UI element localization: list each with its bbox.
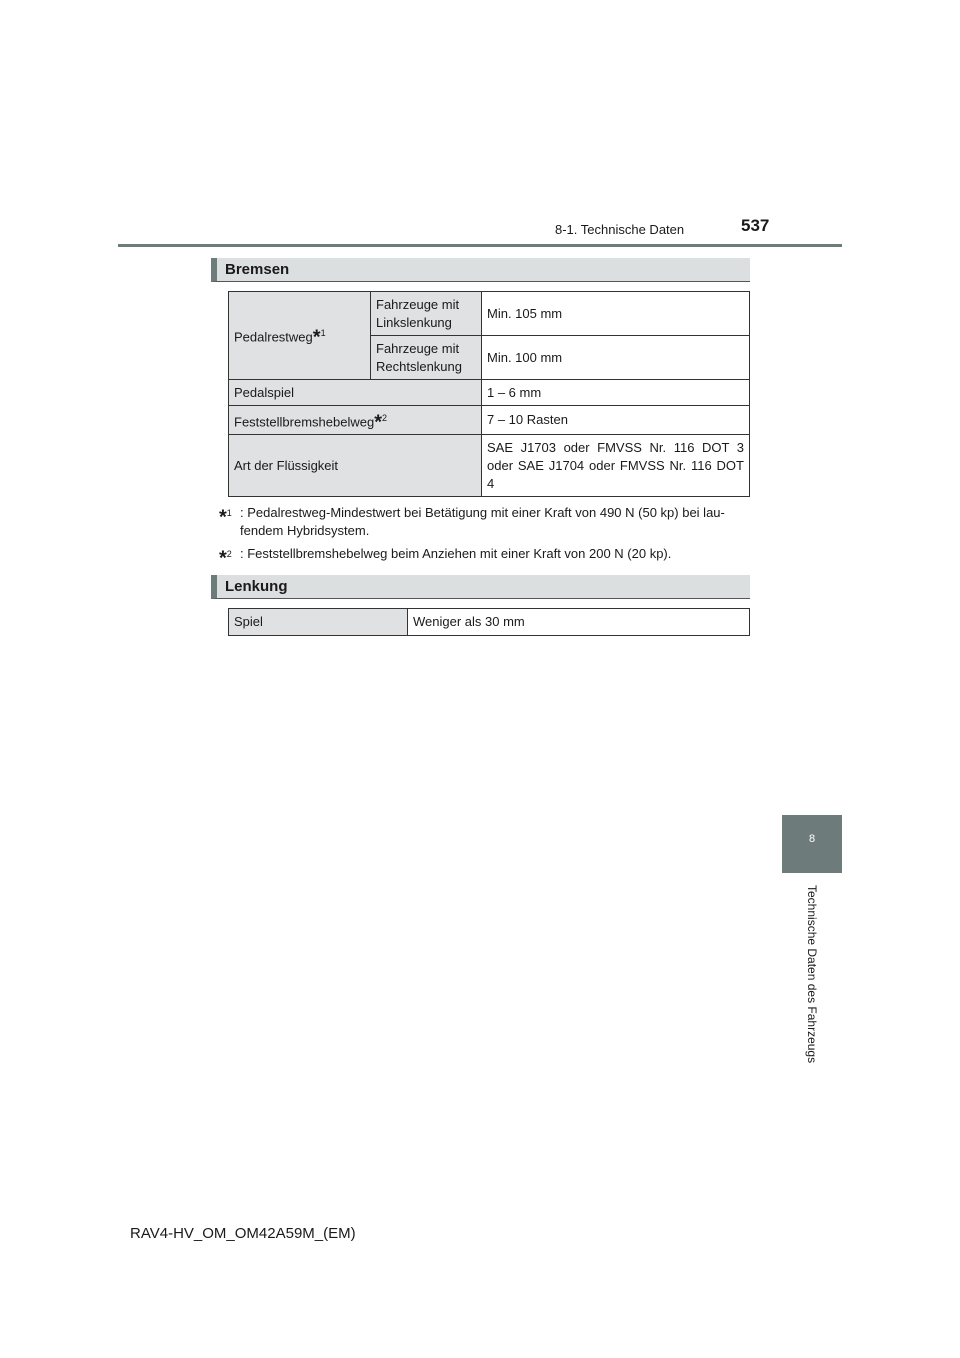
- play-value: 1 – 6 mm: [482, 380, 750, 406]
- chapter-number: 8: [808, 833, 816, 845]
- play-label: Pedalspiel: [229, 380, 482, 406]
- steering-play-value: Weniger als 30 mm: [408, 609, 750, 636]
- steering-play-label: Spiel: [229, 609, 408, 636]
- document-code: RAV4-HV_OM_OM42A59M_(EM): [130, 1225, 356, 1242]
- brakes-heading: [211, 258, 750, 282]
- chapter-tab: [782, 815, 842, 873]
- parking-value: 7 – 10 Rasten: [482, 406, 750, 435]
- lhd-label: Fahrzeuge mit Linkslenkung: [371, 292, 482, 336]
- rhd-label: Fahrzeuge mit Rechtslenkung: [371, 336, 482, 380]
- steering-title: Lenkung: [225, 578, 288, 595]
- steering-heading: [211, 575, 750, 599]
- brakes-table: [228, 291, 750, 497]
- fluid-label: Art der Flüssigkeit: [229, 435, 482, 497]
- brakes-title: Bremsen: [225, 261, 290, 278]
- footnote-2: *$^2$ : Feststellbremshebelweg beim Anziehen mit einer Kraft von 200 N (20 kp).: [219, 546, 672, 570]
- parking-label-cell: Feststellbremshebelweg*$^2$: [229, 406, 482, 435]
- section-title: 8-1. Technische Daten: [555, 222, 685, 237]
- footnote-1: *$^1$ : Pedalrestweg-Mindestwert bei Betätigung mit einer Kraft von 490 N (50 kp) bei lau- fendem Hybridsystem.: [219, 505, 725, 538]
- header-rule: [118, 244, 842, 247]
- fluid-value: SAE J1703 oder FMVSS Nr. 116 DOT 3 oder SAE J1704 oder FMVSS Nr. 116 DOT 4: [482, 435, 750, 497]
- pedal-label-cell: Pedalrestweg*$^1$: [229, 292, 371, 380]
- lhd-value: Min. 105 mm: [482, 292, 750, 336]
- chapter-label: Technische Daten des Fahrzeugs: [805, 885, 819, 1064]
- page-number: 537: [741, 216, 770, 235]
- steering-table: [228, 608, 750, 636]
- rhd-value: Min. 100 mm: [482, 336, 750, 380]
